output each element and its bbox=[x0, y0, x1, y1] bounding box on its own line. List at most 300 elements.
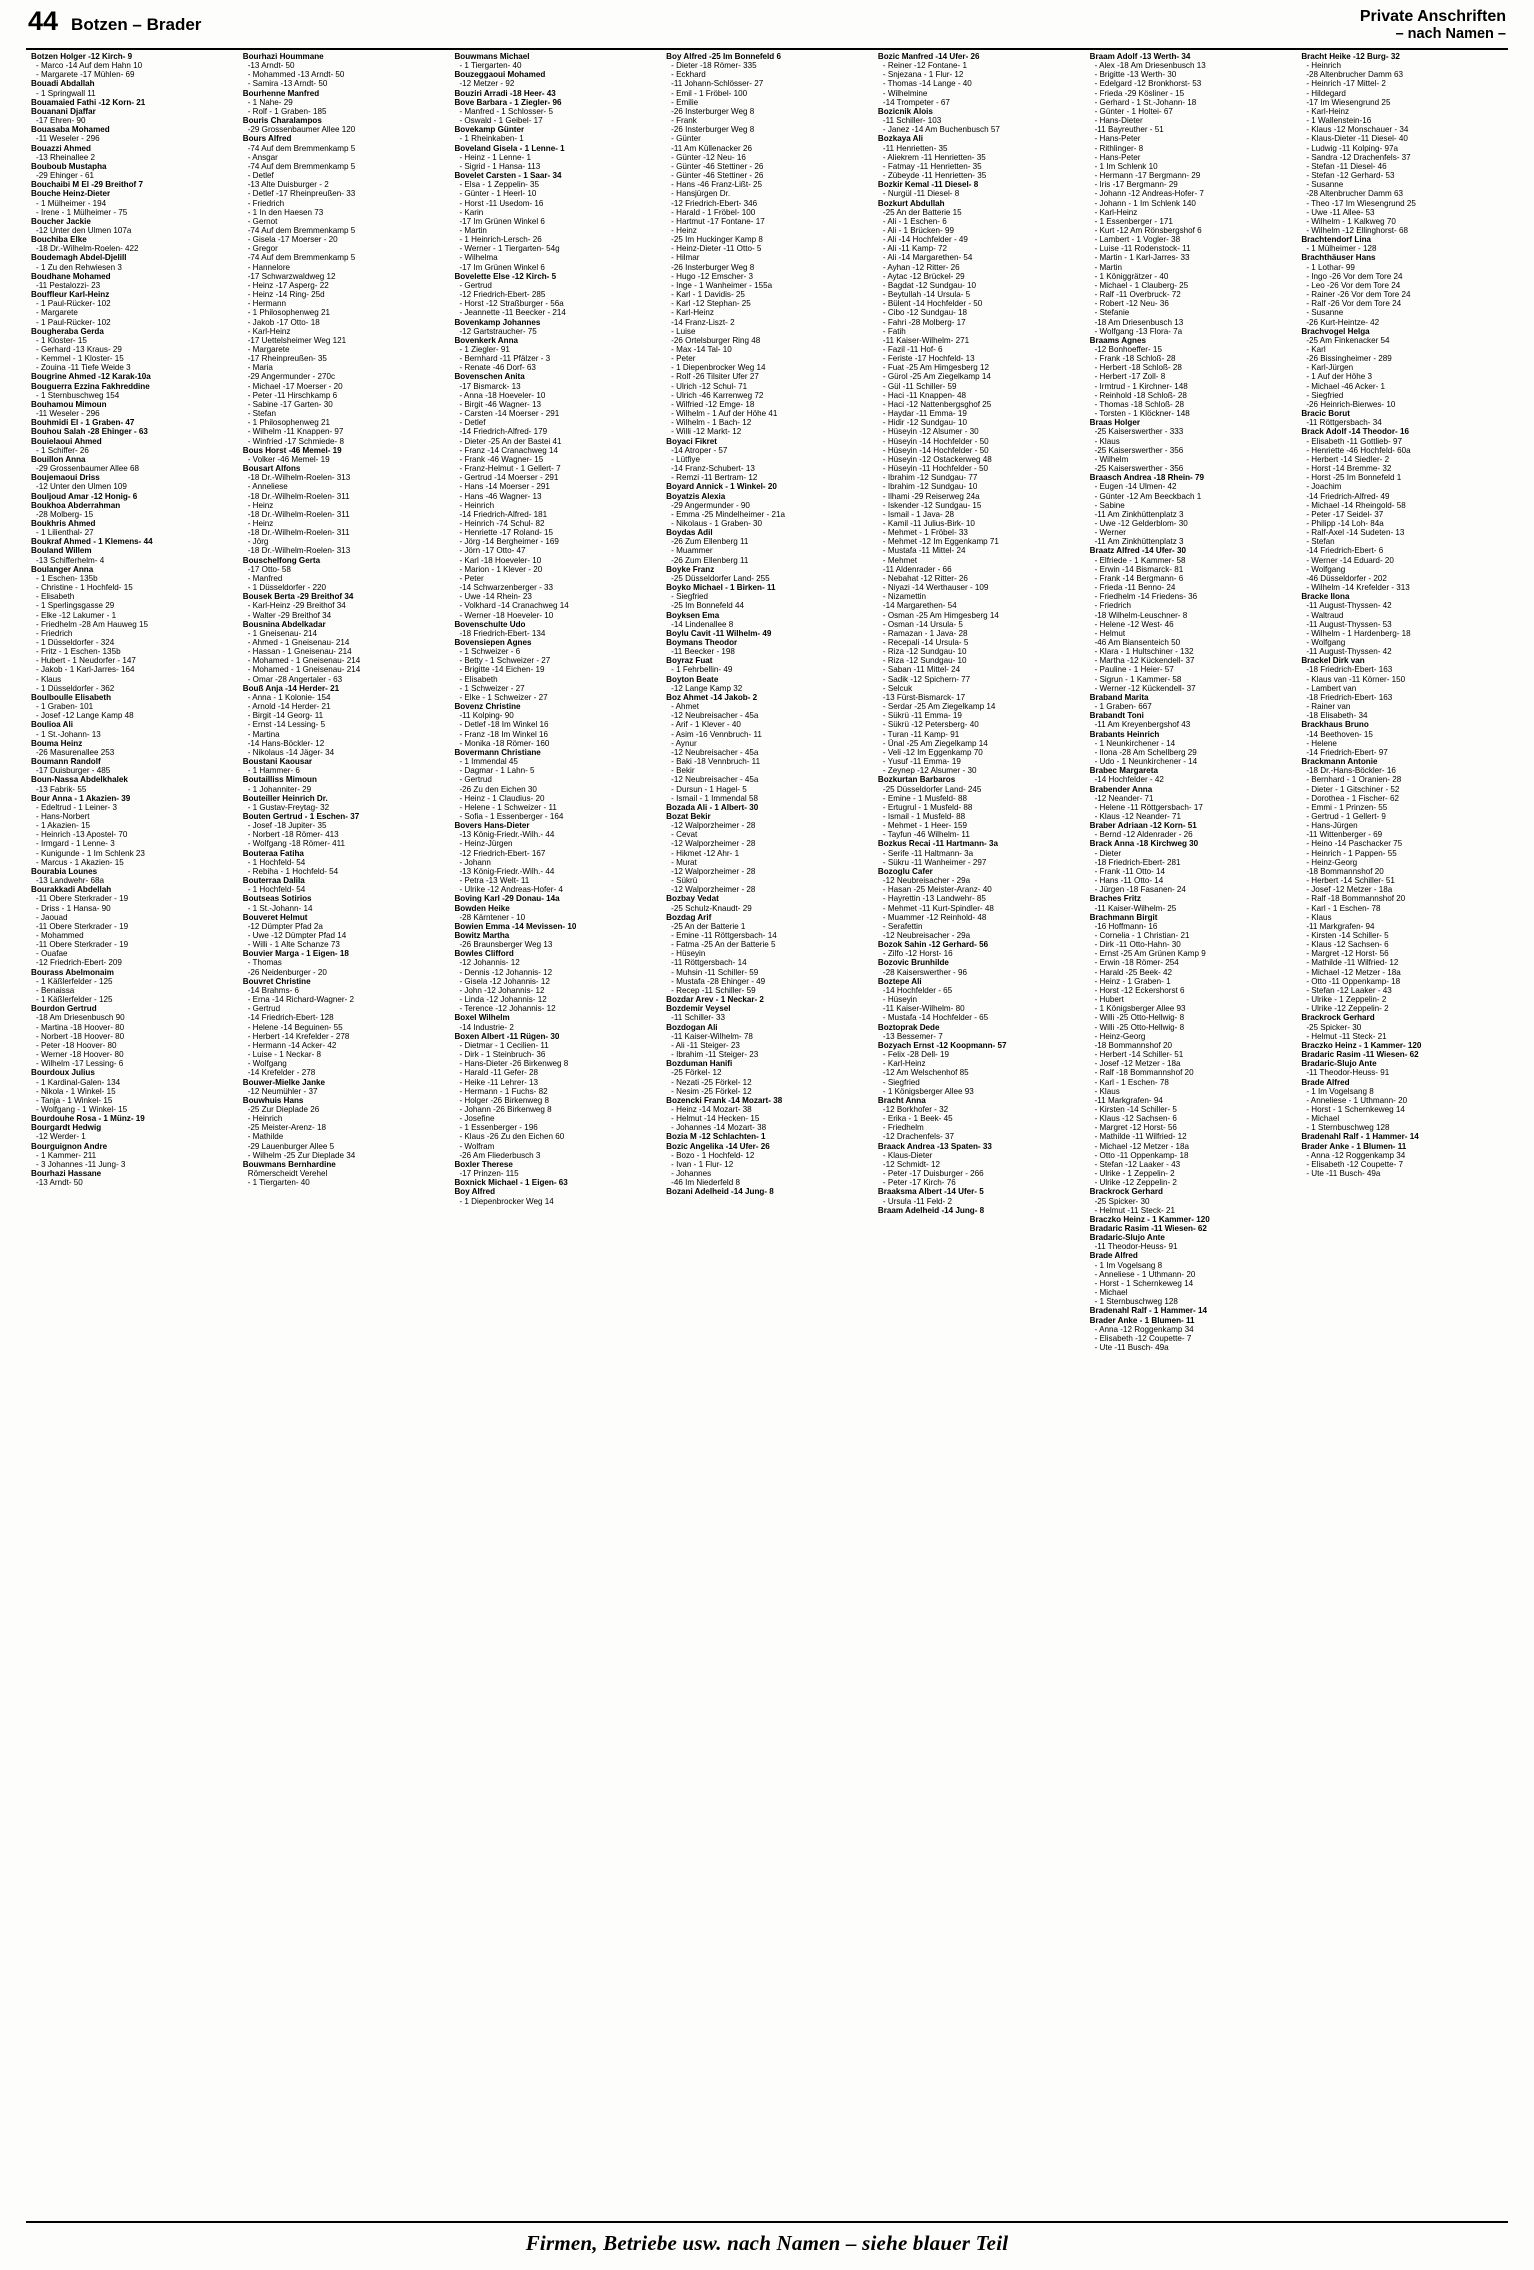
directory-entry-line: -11 Weseler - 296 bbox=[36, 134, 100, 144]
directory-entry-line: - 1 Düsseldorfer - 220 bbox=[247, 583, 326, 593]
directory-entry-line: - 1 Mülheimer - 128 bbox=[1306, 244, 1377, 254]
directory-entry-line: - Margarete -17 Mühlen- 69 bbox=[36, 70, 135, 80]
directory-entry-line: -11 Beecker - 198 bbox=[671, 647, 735, 657]
directory-entry-line: - Mohamed - 1 Gneisenau- 214 bbox=[247, 656, 361, 666]
directory-entry-line: - Luise bbox=[671, 326, 696, 336]
directory-entry-line: - Werner - 1 Tiergarten- 54g bbox=[459, 244, 560, 254]
directory-entry-line: -14 Lindenallee 8 bbox=[671, 619, 734, 629]
directory-entry-line: - Elisabeth -12 Coupette- 7 bbox=[1306, 1159, 1404, 1169]
directory-entry-surname: Braczko Heinz - 1 Kammer- 120 bbox=[1301, 1040, 1422, 1050]
directory-entry-line: -11 Aldenrader - 66 bbox=[882, 564, 952, 574]
directory-entry-surname: Brade Alfred bbox=[1089, 1251, 1138, 1261]
directory-entry-surname: Boveland Gisela - 1 Lenne- 1 bbox=[454, 143, 565, 153]
directory-entry-line: -18 Friedrich-Ebert- 134 bbox=[459, 628, 546, 638]
directory-entry-line: -29 Grossenbaumer Allee 120 bbox=[247, 125, 356, 135]
directory-entry-surname: Brade Alfred bbox=[1301, 1077, 1350, 1087]
directory-entry-line: - Elisabeth -11 Gottlieb- 97 bbox=[1306, 436, 1402, 446]
directory-entry-line: -18 Dr.-Hans-Böckler- 16 bbox=[1306, 766, 1396, 776]
directory-entry-line: - Hermann -14 Acker- 42 bbox=[247, 1040, 337, 1050]
directory-entry-line: - 1 Käßlerfelder - 125 bbox=[36, 976, 113, 986]
directory-entry-line: -14 Beethoven- 15 bbox=[1306, 729, 1373, 739]
directory-entry-line: -17 Im Grünen Winkel 6 bbox=[459, 262, 545, 272]
directory-entry-line: -13 Arndt- 50 bbox=[36, 1178, 83, 1188]
directory-entry-line: - Wilhelm - 1 Auf der Höhe 41 bbox=[671, 409, 778, 419]
directory-entry-line: - Werner -18 Hoover- 80 bbox=[36, 1050, 124, 1060]
directory-entry-line: - 1 Im Vogelsang 8 bbox=[1306, 1086, 1374, 1096]
directory-entry-line: - Wilhelma bbox=[459, 253, 498, 263]
directory-entry-surname: Bozada Ali - 1 Albert- 30 bbox=[666, 802, 759, 812]
directory-entry-line: - Helene -12 West- 46 bbox=[1094, 619, 1174, 629]
directory-entry-line: - Martina bbox=[247, 729, 280, 739]
directory-entry-line: - Martin - 1 Karl-Jarres- 33 bbox=[1094, 253, 1190, 263]
directory-entry-line: - Gertrud bbox=[247, 1004, 281, 1014]
directory-entry-line: - Waltraud bbox=[1306, 610, 1344, 620]
directory-entry-line: - Kirsten -14 Schiller- 5 bbox=[1306, 931, 1389, 940]
directory-entry-line: - Monika -18 Römer- 160 bbox=[459, 738, 550, 748]
directory-entry-line: -14 Friedrich-Alfred- 179 bbox=[459, 427, 548, 437]
directory-entry-line: - Ute -11 Busch- 49a bbox=[1094, 1343, 1169, 1353]
directory-entry-line: - Beytullah -14 Ursula- 5 bbox=[882, 290, 971, 300]
directory-entry-line: - Hans -46 Franz-Lißt- 25 bbox=[671, 180, 763, 190]
directory-entry-surname: Brack Adolf -14 Theodor- 16 bbox=[1301, 427, 1409, 437]
directory-entry-line: -11 Röttgersbach- 14 bbox=[671, 958, 747, 968]
directory-entry-line: - Mehmet -12 Im Eggenkamp 71 bbox=[882, 537, 999, 547]
directory-entry-line: -18 Am Driesenbusch 13 bbox=[1094, 317, 1184, 327]
directory-entry-line: - Elke - 1 Schweizer - 27 bbox=[459, 692, 548, 702]
directory-entry-line: - Driss - 1 Hansa- 90 bbox=[36, 903, 111, 913]
directory-entry-line: - Nikolaus -14 Jäger- 34 bbox=[247, 747, 335, 757]
directory-entry-line: - Gertrud -14 Moerser - 291 bbox=[459, 473, 559, 483]
directory-entry-line: - Gisela -12 Johannis- 12 bbox=[459, 976, 550, 986]
directory-entry-line: - Wolfgang -18 Römer- 411 bbox=[247, 839, 346, 849]
directory-entry-line: - Heinrich bbox=[1306, 61, 1341, 71]
directory-entry-line: -18 Dr.-Wilhelm-Roelen- 422 bbox=[36, 244, 139, 254]
directory-entry-line: -25 Schulz-Knaudt- 29 bbox=[671, 903, 752, 913]
directory-entry-line: - Wilhelm - 1 Kalkweg 70 bbox=[1306, 216, 1396, 226]
directory-entry-line: - Hans-Norbert bbox=[36, 811, 90, 821]
directory-entry-line: -25 Düsseldorfer Land- 245 bbox=[882, 784, 982, 794]
directory-entry-line: - 1 Königsberger Allee 93 bbox=[882, 1086, 974, 1096]
directory-entry-line: - Recepali -14 Ursula- 5 bbox=[882, 638, 969, 647]
directory-entry-line: -11 Markgrafen- 94 bbox=[1306, 921, 1375, 931]
directory-entry-line: - Josef -12 Metzer - 18a bbox=[1306, 885, 1393, 895]
directory-entry-line: - 1 Sternbuschweg 128 bbox=[1306, 1123, 1390, 1133]
directory-entry-surname: Brack Anna -18 Kirchweg 30 bbox=[1089, 839, 1199, 849]
directory-entry-line: -26 Zu den Eichen 30 bbox=[459, 784, 537, 794]
directory-entry-line: -12 Werder- 1 bbox=[36, 1132, 86, 1142]
directory-entry-line: - Nezati -25 Förkel- 12 bbox=[671, 1077, 752, 1087]
directory-entry-line: - Jörn -17 Otto- 47 bbox=[459, 546, 526, 556]
directory-entry-line: - 1 Diepenbrocker Weg 14 bbox=[671, 363, 766, 373]
directory-entry-line: - 1 Sternbuschweg 128 bbox=[1094, 1297, 1178, 1307]
directory-entry-line: - Margarete bbox=[247, 345, 290, 354]
directory-entry-line: - Remzi -11 Bertram- 12 bbox=[671, 473, 758, 483]
directory-column-7 bbox=[1296, 52, 1508, 2196]
directory-entry-line: - Philipp -14 Loh- 84a bbox=[1306, 518, 1384, 528]
directory-entry-line: - Ralf-Axel -14 Sudeten- 13 bbox=[1306, 528, 1405, 538]
directory-entry-line: -12 Neubreisacher - 45a bbox=[671, 711, 759, 721]
directory-entry-line: - Luise - 1 Neckar- 8 bbox=[247, 1050, 322, 1060]
directory-entry-line: - Sükru -11 Wanheimer - 297 bbox=[882, 857, 987, 867]
directory-entry-surname: Bousek Berta -29 Breithof 34 bbox=[242, 592, 354, 602]
directory-entry-surname: Bouschelfong Gerta bbox=[242, 555, 321, 565]
directory-entry-surname: Bozic Angelika -14 Ufer- 26 bbox=[666, 1141, 770, 1151]
directory-entry-line: - Serdar -25 Am Ziegelkamp 14 bbox=[882, 702, 996, 712]
directory-entry-line: - Emine -11 Röttgersbach- 14 bbox=[671, 931, 777, 940]
directory-entry-line: -12 Friedrich-Ebert- 167 bbox=[459, 848, 546, 858]
directory-entry-surname: Boztoprak Dede bbox=[877, 1022, 940, 1032]
directory-entry-line: - Heinrich -13 Apostel- 70 bbox=[36, 830, 128, 840]
directory-entry-line: -26 Masurenallee 253 bbox=[36, 747, 115, 757]
directory-entry-line: - Anna -12 Roggenkamp 34 bbox=[1306, 1150, 1406, 1160]
header-rule bbox=[26, 48, 1508, 50]
directory-entry-surname: Brachtendorf Lina bbox=[1301, 235, 1372, 245]
directory-entry-surname: Brachthäuser Hans bbox=[1301, 253, 1376, 263]
directory-entry-surname: Bovenkamp Johannes bbox=[454, 317, 541, 327]
directory-entry-line: - Heinz - 1 Lenne- 1 bbox=[459, 152, 531, 162]
directory-entry-line: - Hüseyin -14 Hochfelder - 50 bbox=[882, 445, 989, 455]
directory-entry-line: - Gertrud - 1 Gellert- 9 bbox=[1306, 811, 1386, 821]
directory-entry-line: - Friedhelm -14 Friedens- 36 bbox=[1094, 592, 1198, 602]
directory-entry-line: - Reinhold -18 Schloß- 28 bbox=[1094, 390, 1187, 400]
directory-entry-line: -12 Drachenfels- 37 bbox=[882, 1132, 954, 1142]
directory-entry-line: - Hildegard bbox=[1306, 88, 1346, 98]
directory-entry-line: - 1 Diepenbrocker Weg 14 bbox=[459, 1196, 554, 1206]
directory-entry-line: -26 Neidenburger - 20 bbox=[247, 967, 327, 977]
directory-entry-line: - 1 Lilienthal- 27 bbox=[36, 528, 94, 538]
directory-entry-line: -28 Altenbrucher Damm 63 bbox=[1306, 70, 1404, 80]
directory-entry-line: - Hans-Jürgen bbox=[1306, 821, 1358, 831]
directory-entry-line: -11 August-Thyssen- 53 bbox=[1306, 619, 1392, 629]
directory-entry-line: - Ali - 1 Eschen- 6 bbox=[882, 216, 947, 226]
directory-entry-line: - Heinrich -74 Schul- 82 bbox=[459, 518, 545, 528]
directory-entry-line: -12 Friedrich-Ebert- 209 bbox=[36, 958, 122, 968]
directory-entry-line: - Muammer bbox=[671, 546, 713, 556]
directory-entry-line: - Ernst -14 Lessing- 5 bbox=[247, 720, 326, 730]
directory-entry-line: -11 Schiller- 103 bbox=[882, 116, 942, 126]
directory-entry-surname: Bowden Heike bbox=[454, 903, 510, 913]
directory-entry-line: -11 Kaiser-Wilhelm- 78 bbox=[671, 1031, 753, 1041]
directory-entry-line: - Hannelore bbox=[247, 262, 291, 272]
directory-entry-surname: Bozovic Brunhilde bbox=[877, 958, 949, 968]
directory-entry-line: - Sabine -17 Garten- 30 bbox=[247, 399, 333, 409]
directory-entry-surname: Bouwmans Michael bbox=[454, 52, 530, 61]
directory-entry-surname: Bovenz Christine bbox=[454, 702, 521, 712]
section-title: Private Anschriften bbox=[1359, 8, 1506, 25]
directory-entry-line: -17 Im Wiesengrund 25 bbox=[1306, 97, 1391, 107]
directory-entry-line: - Nikola - 1 Winkel- 15 bbox=[36, 1086, 116, 1096]
directory-entry-line: - Ingo -26 Vor dem Tore 24 bbox=[1306, 271, 1403, 281]
directory-entry-line: - Helmut -14 Hecken- 15 bbox=[671, 1114, 760, 1124]
directory-entry-line: -25 Kaiserswerther - 356 bbox=[1094, 464, 1184, 474]
directory-entry-line: - Friedrich bbox=[1094, 601, 1132, 611]
directory-entry-line: - Wilhelm - 1 Hardenberg- 18 bbox=[1306, 628, 1411, 638]
directory-entry-line: -12 Walporzheimer - 28 bbox=[671, 885, 756, 895]
directory-entry-line: - Iskender -12 Sundgau- 15 bbox=[882, 500, 982, 510]
directory-entry-surname: Boyksen Ema bbox=[666, 610, 720, 620]
footer-note: Firmen, Betriebe usw. nach Namen – siehe blauer Teil bbox=[525, 2231, 1009, 2255]
directory-entry-line: - Wilhelm - 1 Bach- 12 bbox=[671, 418, 752, 428]
directory-entry-line: - Elisabeth -12 Coupette- 7 bbox=[1094, 1333, 1192, 1343]
directory-entry-line: - Manfred bbox=[247, 573, 283, 583]
directory-entry-line: - Reiner -12 Fontane- 1 bbox=[882, 61, 968, 71]
directory-entry-line: - Hans -46 Wagner- 13 bbox=[459, 491, 542, 501]
directory-entry-line: - Franz -14 Cranachweg 14 bbox=[459, 445, 558, 455]
directory-entry-line: - Cevat bbox=[671, 830, 698, 840]
directory-entry-surname: Bouland Willem bbox=[31, 546, 92, 556]
directory-entry-line: - Emma -25 Mindelheimer - 21a bbox=[671, 509, 785, 519]
directory-entry-line: -13 König-Friedr.-Wilh.- 44 bbox=[459, 866, 555, 876]
directory-entry-surname: Boulioa Ali bbox=[31, 720, 73, 730]
directory-entry-line: - Ernst -25 Am Grünen Kamp 9 bbox=[1094, 949, 1206, 959]
directory-entry-line: - Ünal -25 Am Ziegelkamp 14 bbox=[882, 738, 988, 748]
directory-entry-line: - Rolf - 1 Graben- 185 bbox=[247, 106, 327, 116]
directory-entry-line: - Wilhelm -12 Ellinghorst- 68 bbox=[1306, 225, 1408, 235]
directory-entry-line: - Inge - 1 Wanheimer - 155a bbox=[671, 280, 773, 290]
directory-entry-surname: Boyke Franz bbox=[666, 564, 715, 574]
directory-entry-line: - Heinz-Georg bbox=[1094, 1031, 1146, 1041]
directory-entry-line: - Mathilde bbox=[247, 1132, 284, 1142]
directory-entry-line: - Gerhard -13 Kraus- 29 bbox=[36, 345, 122, 354]
directory-entry-line: - Josefine bbox=[459, 1114, 495, 1124]
directory-entry-surname: Bradenahl Ralf - 1 Hammer- 14 bbox=[1301, 1132, 1419, 1142]
directory-entry-line: -13 Arndt- 50 bbox=[247, 61, 295, 71]
directory-entry-line: - Erwin -18 Römer- 254 bbox=[1094, 958, 1179, 968]
directory-entry-line: - Michael -46 Acker- 1 bbox=[1306, 381, 1386, 391]
directory-entry-line: - Hasan -25 Meister-Aranz- 40 bbox=[882, 885, 992, 895]
directory-entry-line: - Wilhelm -11 Knappen- 97 bbox=[247, 427, 344, 437]
directory-entry-surname: Bovelet Carsten - 1 Saar- 34 bbox=[454, 171, 562, 181]
directory-entry-line: - Bernhard -11 Pfälzer - 3 bbox=[459, 354, 551, 364]
directory-entry-line: -12 Friedrich-Ebert- 285 bbox=[459, 290, 546, 300]
directory-entry-line: -12 Walporzheimer - 28 bbox=[671, 821, 756, 831]
directory-entry-line: - Herbert -14 Siedler- 2 bbox=[1306, 454, 1390, 464]
directory-entry-line: - 1 Schiffer- 26 bbox=[36, 445, 89, 455]
directory-entry-line: - Mehmet bbox=[882, 555, 918, 565]
directory-entry-line: - Emil - 1 Fröbel- 100 bbox=[671, 88, 748, 98]
directory-entry-line: - Karl-Heinz bbox=[671, 308, 714, 318]
directory-entry-surname: Brackel Dirk van bbox=[1301, 656, 1365, 666]
directory-entry-line: -12 Borkhofer - 32 bbox=[882, 1104, 949, 1114]
directory-entry-line: - Dieter - 1 Gitschiner - 52 bbox=[1306, 784, 1400, 794]
directory-entry-line: - Dagmar - 1 Lahn- 5 bbox=[459, 766, 535, 776]
directory-entry-surname: Boujemaoui Driss bbox=[31, 473, 100, 483]
directory-entry-line: - Emine - 1 Musfeld- 88 bbox=[882, 793, 967, 803]
directory-entry-line: - Eugen -14 Ulmen- 42 bbox=[1094, 482, 1177, 492]
directory-entry-line: - Sadik -12 Spichern- 77 bbox=[882, 674, 971, 684]
directory-entry-line: - Hayrettin -13 Landwehr- 85 bbox=[882, 894, 986, 904]
directory-entry-line: - 1 Wallenstein-16 bbox=[1306, 116, 1372, 126]
directory-entry-line: - Hüseyin bbox=[882, 995, 918, 1005]
directory-entry-surname: Bourass Abelmonaim bbox=[31, 967, 114, 977]
directory-entry-line: - Marco -14 Auf dem Hahn 10 bbox=[36, 61, 143, 71]
directory-entry-surname: Boyard Annick - 1 Winkel- 20 bbox=[666, 482, 777, 492]
directory-entry-line: - Otto -11 Oppenkamp- 18 bbox=[1306, 976, 1401, 986]
directory-entry-line: - Klaus -12 Monschauer - 34 bbox=[1306, 125, 1409, 135]
directory-entry-line: - Bagdat -12 Sundgau- 10 bbox=[882, 280, 977, 290]
directory-entry-line: - Peter bbox=[459, 573, 484, 583]
directory-entry-line: - Herbert -14 Schiller- 51 bbox=[1306, 876, 1395, 886]
directory-entry-line: - Michael - 1 Clauberg- 25 bbox=[1094, 280, 1189, 290]
directory-entry-line: -25 Meister-Arenz- 18 bbox=[247, 1123, 326, 1133]
directory-entry-line: - Erna -14 Richard-Wagner- 2 bbox=[247, 995, 355, 1005]
directory-entry-line: - Petra -13 Welt- 11 bbox=[459, 876, 530, 886]
directory-entry-line: - Serafettin bbox=[882, 921, 923, 931]
directory-entry-line: - Klaus van -11 Körner- 150 bbox=[1306, 674, 1406, 684]
directory-entry-line: -12 Neubreisacher - 45a bbox=[671, 747, 759, 757]
directory-entry-line: - Wilhelm -14 Krefelder - 313 bbox=[1306, 583, 1410, 593]
directory-entry-line: -14 Franz-Schubert- 13 bbox=[671, 464, 755, 474]
directory-entry-surname: Bouteiller Heinrich Dr. bbox=[242, 793, 328, 803]
footer-rule bbox=[26, 2221, 1508, 2223]
directory-entry-line: - Detlef -17 Rheinpreußen- 33 bbox=[247, 189, 356, 199]
directory-entry-surname: Boylu Cavit -11 Wilhelm- 49 bbox=[666, 628, 772, 638]
directory-entry-surname: Bouma Heinz bbox=[31, 738, 83, 748]
directory-entry-line: - Heinrich bbox=[459, 500, 495, 510]
directory-entry-line: -11 Kolping- 90 bbox=[459, 711, 514, 721]
directory-entry-line: - Hilmar bbox=[671, 253, 700, 263]
directory-entry-line: - Hans-Peter bbox=[1094, 134, 1141, 144]
directory-entry-line: -74 Auf dem Bremmenkamp 5 bbox=[247, 225, 356, 235]
directory-entry-line: - Hermann -17 Bergmann- 29 bbox=[1094, 171, 1201, 181]
directory-entry-line: -12 Dümpter Pfad 2a bbox=[247, 921, 323, 931]
directory-entry-line: - 1 Ziegler- 91 bbox=[459, 345, 510, 354]
directory-entry-line: - 1 St.-Johann- 14 bbox=[247, 903, 313, 913]
directory-entry-line: - Klaus -12 Neander- 71 bbox=[1094, 811, 1181, 821]
directory-entry-line: -11 Weseler - 296 bbox=[36, 409, 100, 419]
directory-entry-line: - Lütfiye bbox=[671, 454, 700, 464]
directory-entry-surname: Boutseas Sotirios bbox=[242, 894, 312, 904]
directory-entry-surname: Bous Horst -46 Memel- 19 bbox=[242, 445, 342, 455]
directory-entry-surname: Bouchaibi M El -29 Breithof 7 bbox=[31, 180, 143, 190]
directory-entry-line: - Joachim bbox=[1306, 482, 1342, 492]
directory-entry-surname: Braczko Heinz - 1 Kammer- 120 bbox=[1089, 1214, 1210, 1224]
directory-entry-line: -17 Otto- 58 bbox=[247, 564, 291, 574]
directory-entry-line: - Mathilde -11 Wilfried- 12 bbox=[1094, 1132, 1187, 1142]
directory-entry-line: - Werner bbox=[1094, 528, 1126, 538]
directory-entry-line: -18 Dr.-Wilhelm-Roelen- 313 bbox=[247, 546, 351, 556]
directory-entry-line: - Aliekrem -11 Henrietten- 35 bbox=[882, 152, 986, 162]
directory-entry-line: -12 Walporzheimer - 28 bbox=[671, 839, 756, 849]
page-number: 44 bbox=[28, 6, 59, 36]
directory-entry-line: - Dieter -18 Römer- 335 bbox=[671, 61, 757, 71]
directory-entry-surname: Bougrine Ahmed -12 Karak-10a bbox=[31, 372, 151, 382]
directory-entry-line: Römerscheidt Verehel bbox=[247, 1169, 328, 1179]
directory-entry-line: - Volker -46 Memel- 19 bbox=[247, 454, 330, 464]
directory-entry-surname: Bourakkadi Abdellah bbox=[31, 885, 112, 895]
directory-entry-line: -11 Röttgersbach- 34 bbox=[1306, 418, 1382, 428]
directory-entry-line: - Feriste -17 Hochfeld- 13 bbox=[882, 354, 975, 364]
directory-entry-line: - 1 Sperlingsgasse 29 bbox=[36, 601, 115, 611]
directory-entry-line: - Norbert -18 Römer- 413 bbox=[247, 830, 339, 840]
directory-entry-line: - Wolfgang - 1 Winkel- 15 bbox=[36, 1104, 128, 1114]
directory-entry-line: -18 Elisabeth- 34 bbox=[1306, 711, 1368, 721]
directory-entry-line: - Klaus bbox=[1094, 1086, 1120, 1096]
directory-entry-line: - Willi -12 Markt- 12 bbox=[671, 427, 742, 437]
directory-entry-line: - Hüseyin -14 Hochfelder - 50 bbox=[882, 436, 989, 446]
directory-entry-line: -74 Auf dem Bremmenkamp 5 bbox=[247, 253, 356, 263]
directory-entry-line: - Günter - 1 Holtei- 67 bbox=[1094, 106, 1173, 116]
directory-entry-line: - Thomas -18 Schloß- 28 bbox=[1094, 399, 1184, 409]
directory-entry-line: - Hansjürgen Dr. bbox=[671, 189, 731, 199]
directory-entry-surname: Bouhmidi El - 1 Graben- 47 bbox=[31, 418, 135, 428]
directory-entry-line: - Helene -11 Röttgersbach- 17 bbox=[1094, 802, 1203, 812]
directory-entry-line: - Ilhami -29 Reiserweg 24a bbox=[882, 491, 980, 501]
directory-entry-line: -11 Schiller- 33 bbox=[671, 1013, 725, 1023]
directory-entry-line: - Osman -25 Am Himgesberg 14 bbox=[882, 610, 999, 620]
directory-entry-surname: Boxler Therese bbox=[454, 1159, 513, 1169]
directory-entry-line: -25 Düsseldorfer Land- 255 bbox=[671, 573, 770, 583]
directory-entry-line: -11 Markgrafen- 94 bbox=[1094, 1095, 1163, 1105]
directory-entry-line: - Snjezana - 1 Flur- 12 bbox=[882, 70, 964, 80]
directory-entry-surname: Braam Adelheid -14 Jung- 8 bbox=[877, 1205, 985, 1215]
directory-entry-line: - Winfried -17 Schmiede- 8 bbox=[247, 436, 344, 446]
directory-entry-line: - Anna - 1 Kolonie- 154 bbox=[247, 692, 331, 702]
directory-entry-line: -11 Theodor-Heuss- 91 bbox=[1094, 1242, 1178, 1252]
directory-entry-surname: Boxel Wilhelm bbox=[454, 1013, 510, 1023]
directory-entry-line: -11 Wittenberger - 69 bbox=[1306, 830, 1383, 840]
directory-entry-line: - Hugo -12 Emscher- 3 bbox=[671, 271, 754, 281]
directory-entry-line: - Baki -18 Vennbruch- 11 bbox=[671, 757, 761, 767]
directory-entry-surname: Bouris Charalampos bbox=[242, 116, 322, 126]
directory-entry-line: - Udo - 1 Neunkirchener - 14 bbox=[1094, 757, 1198, 767]
directory-entry-line: - Wolfgang -13 Flora- 7a bbox=[1094, 326, 1183, 336]
directory-entry-surname: Brabender Anna bbox=[1089, 784, 1153, 794]
directory-entry-line: - Zouina -11 Tiefe Weide 3 bbox=[36, 363, 131, 373]
directory-entry-line: - Johannes bbox=[671, 1169, 712, 1179]
directory-entry-surname: Brachmann Birgit bbox=[1089, 912, 1158, 922]
directory-entry-line: - Betty - 1 Schweizer - 27 bbox=[459, 656, 551, 666]
directory-entry-surname: Boukhris Ahmed bbox=[31, 518, 96, 528]
directory-entry-line: -26 Zum Ellenberg 11 bbox=[671, 555, 749, 565]
directory-entry-surname: Bousnina Abdelkadar bbox=[242, 619, 326, 629]
directory-entry-surname: Boymans Theodor bbox=[666, 638, 738, 647]
directory-entry-surname: Bozdemir Veysel bbox=[666, 1004, 731, 1014]
directory-entry-line: - Frieda -11 Benno- 24 bbox=[1094, 583, 1176, 593]
directory-entry-line: - Maria bbox=[247, 363, 273, 373]
directory-entry-surname: Bracic Borut bbox=[1301, 409, 1350, 419]
directory-entry-line: - Sükrü -11 Emma- 19 bbox=[882, 711, 962, 721]
directory-entry-line: - Detlef bbox=[247, 171, 274, 181]
directory-entry-line: - Gerhard - 1 St.-Johann- 18 bbox=[1094, 97, 1197, 107]
directory-entry-line: -13 Schifferhelm- 4 bbox=[36, 555, 105, 565]
directory-entry-line: - Murat bbox=[671, 857, 697, 867]
directory-entry-line: - Holger -26 Birkenweg 8 bbox=[459, 1095, 549, 1105]
directory-entry-line: - Sükrü -12 Petersberg- 40 bbox=[882, 720, 979, 730]
directory-entry-line: -17 Ehren- 90 bbox=[36, 116, 86, 126]
directory-entry-surname: Bradaric-Slujo Ante bbox=[1301, 1059, 1377, 1069]
directory-entry-line: - 1 Fehrbellin- 49 bbox=[671, 665, 733, 675]
directory-entry-line: - Dieter bbox=[1094, 848, 1122, 858]
directory-entry-line: -17 Prinzen- 115 bbox=[459, 1169, 519, 1179]
directory-entry-line: -26 Heinrich-Bierwes- 10 bbox=[1306, 399, 1396, 409]
directory-entry-line: - 1 Hammer- 6 bbox=[247, 766, 300, 776]
directory-entry-line: -26 Insterburger Weg 8 bbox=[671, 262, 755, 272]
directory-entry-surname: Bourdon Gertrud bbox=[31, 1004, 97, 1014]
directory-entry-line: - 1 Philosophenweg 21 bbox=[247, 308, 331, 318]
directory-entry-line: - Ulrike -12 Andreas-Hofer- 4 bbox=[459, 885, 563, 895]
directory-entry-line: - Hubert - 1 Neudorfer - 147 bbox=[36, 656, 136, 666]
directory-entry-line: - Detlef -18 Im Winkel 16 bbox=[459, 720, 549, 730]
directory-entry-line: - John -12 Johannis- 12 bbox=[459, 985, 545, 995]
directory-entry-line: - Haci -12 Nattenbergsghof 25 bbox=[882, 399, 992, 409]
directory-entry-line: - Horst -12 Eckershorst 6 bbox=[1094, 985, 1185, 995]
directory-entry-line: - Hidir -12 Sundgau- 10 bbox=[882, 418, 968, 428]
directory-entry-line: - Ismail - 1 Java- 28 bbox=[882, 509, 954, 519]
directory-entry-surname: Bouche Heinz-Dieter bbox=[31, 189, 111, 199]
directory-entry-line: -17 Duisburger - 485 bbox=[36, 766, 111, 776]
directory-entry-line: -14 Industrie- 2 bbox=[459, 1022, 514, 1032]
